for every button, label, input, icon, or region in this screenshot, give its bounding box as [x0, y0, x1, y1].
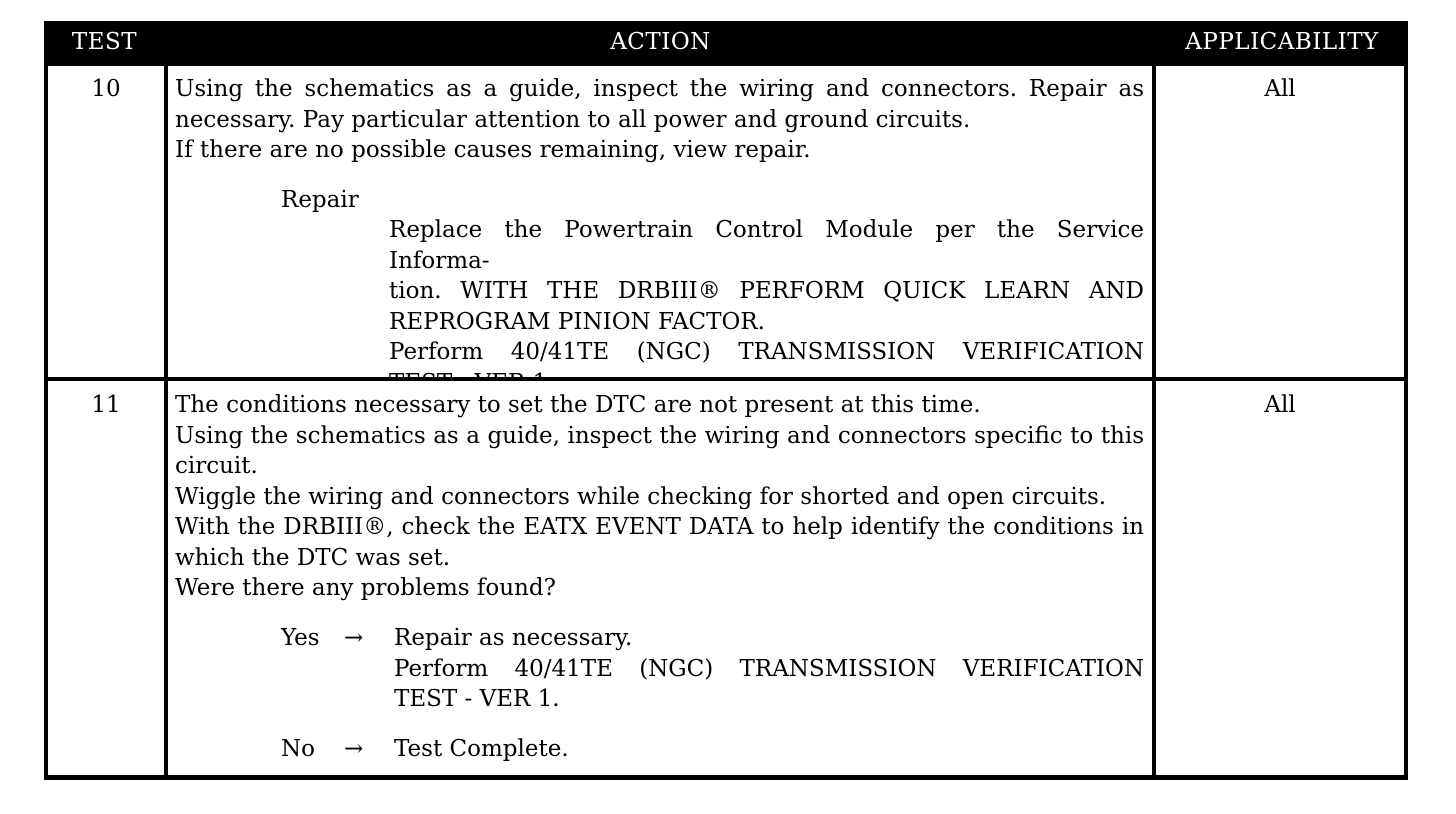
header-action: ACTION [610, 29, 711, 55]
repair-label: Repair [281, 187, 359, 213]
action-line: circuit. [175, 453, 258, 479]
yes-label: Yes [281, 625, 320, 651]
yes-line: TEST - VER 1. [394, 686, 560, 712]
diagnostic-table [44, 21, 1408, 780]
row-11-test-cell [48, 381, 164, 775]
table-header [44, 21, 1408, 63]
action-line: Using the schematics as a guide, inspect the wiring and connectors specific to this [175, 422, 1144, 449]
yes-instructions [394, 623, 1144, 715]
applicability-value: All [1264, 392, 1296, 418]
arrow-right-icon: → [344, 736, 364, 762]
action-line: Using the schematics as a guide, inspect the wiring and connectors. Repair as [175, 76, 1144, 102]
action-line: which the DTC was set. [175, 544, 451, 571]
row-10-applicability-cell [1156, 66, 1404, 377]
action-line: If there are no possible causes remaining, view repair. [175, 137, 811, 163]
header-applicability: APPLICABILITY [1185, 29, 1379, 55]
row-10-instructions [175, 74, 1144, 166]
repair-line: Perform 40/41TE (NGC) TRANSMISSION VERIFICATION [389, 339, 1144, 365]
action-line: The conditions necessary to set the DTC are not present at this time. [175, 392, 981, 418]
yes-line: Perform 40/41TE (NGC) TRANSMISSION VERIFICATION [394, 655, 1144, 682]
action-line: Wiggle the wiring and connectors while checking for shorted and open circuits. [175, 483, 1107, 510]
repair-line: REPROGRAM PINION FACTOR. [389, 308, 765, 335]
repair-line: tion. WITH THE DRBIII® PERFORM QUICK LEARN AND [389, 278, 1144, 304]
row-11-applicability-cell [1156, 381, 1404, 775]
no-label: No [281, 736, 315, 762]
row-11-action-cell [168, 381, 1152, 775]
repair-instructions [389, 215, 1144, 398]
arrow-right-icon: → [344, 625, 364, 651]
no-instructions [394, 734, 1144, 765]
action-line: Were there any problems found? [175, 575, 556, 601]
applicability-value: All [1264, 76, 1296, 102]
yes-line: Repair as necessary. [394, 625, 633, 651]
test-number: 10 [91, 76, 121, 102]
action-line: With the DRBIII®, check the EATX EVENT DATA to help identify the conditions in [175, 514, 1144, 540]
action-line: necessary. Pay particular attention to all power and ground circuits. [175, 106, 971, 133]
no-line: Test Complete. [394, 736, 569, 762]
repair-line: Replace the Powertrain Control Module per the Service Informa- [389, 217, 1144, 274]
test-number: 11 [91, 392, 121, 418]
header-test: TEST [71, 29, 138, 55]
row-10-action-cell [168, 66, 1152, 377]
row-11-instructions [175, 390, 1144, 604]
row-10-test-cell [48, 66, 164, 377]
